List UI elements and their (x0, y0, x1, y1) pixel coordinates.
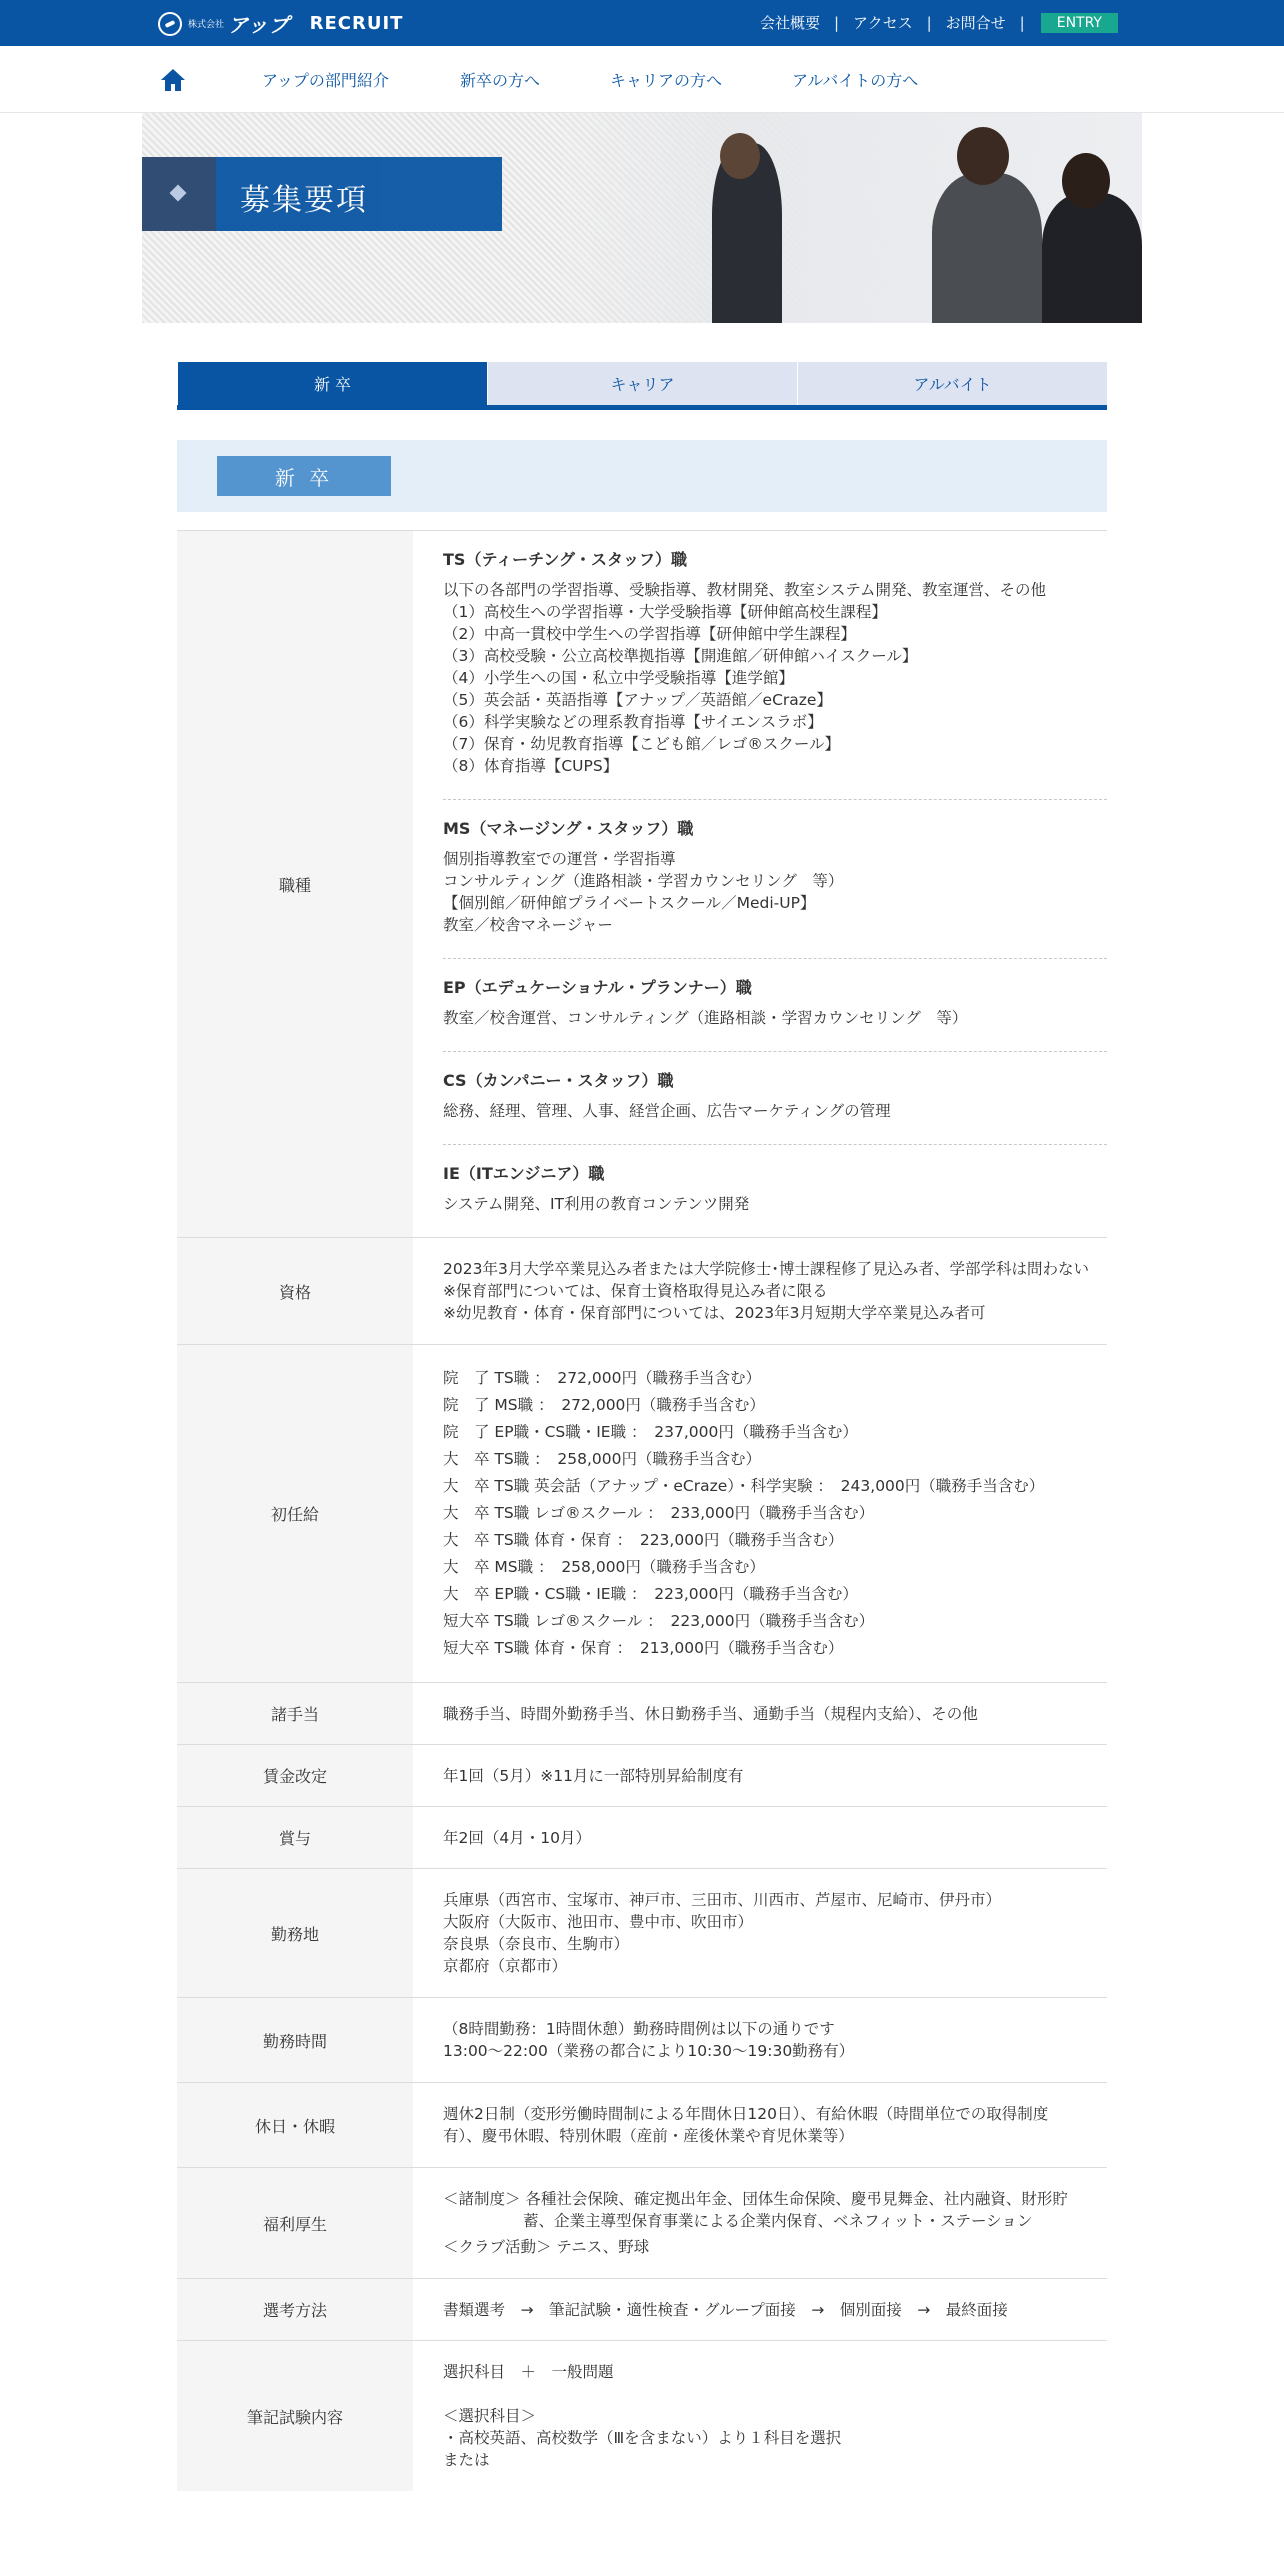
row-hours (177, 1998, 1107, 2083)
row-label: 休日・休暇 (177, 2083, 413, 2168)
value-line: ＜諸制度＞ 各種社会保険、確定拠出年金、団体生命保険、慶弔見舞金、社内融資、財形貯 (443, 2190, 1068, 2208)
job-line: （2）中高一貫校中学生への学習指導【研伸館中学生課程】 (443, 625, 856, 643)
row-value (413, 2341, 1107, 2492)
job-line: システム開発、IT利用の教育コンテンツ開発 (443, 1195, 750, 1213)
value-line: 選択科目 ＋ 一般問題 (443, 2363, 614, 2381)
value-line: ＜クラブ活動＞ テニス、野球 (443, 2238, 650, 2256)
row-label: 勤務地 (177, 1869, 413, 1998)
row-salary (177, 1345, 1107, 1683)
row-value (413, 1807, 1107, 1869)
job-line: 【個別館／研伸館プライベートスクール／Medi-UP】 (443, 894, 816, 912)
main-nav (0, 46, 1284, 113)
job-line: （4）小学生への国・私立中学受験指導【進学館】 (443, 669, 794, 687)
logo-company-prefix: 株式会社 (188, 20, 225, 30)
job-line: （7）保育・幼児教育指導【こども館／レゴ®スクール】 (443, 735, 841, 753)
row-selection (177, 2279, 1107, 2341)
job-line: （8）体育指導【CUPS】 (443, 757, 619, 775)
top-bar (0, 0, 1284, 46)
job-line: コンサルティング（進路相談・学習カウンセリング 等） (443, 872, 844, 890)
category-tabs (177, 362, 1107, 410)
top-links (760, 12, 1118, 33)
row-value (413, 1745, 1107, 1807)
value-line: ※保育部門については、保育士資格取得見込み者に限る (443, 1282, 828, 1300)
job-line: （6）科学実験などの理系教育指導【サイエンスラボ】 (443, 713, 823, 731)
diamond-icon (170, 185, 187, 202)
job-cs (443, 1052, 1107, 1145)
value-line: 蓄、企業主導型保育事業による企業内保育、ベネフィット・ステーション (523, 2212, 1033, 2230)
link-access[interactable]: アクセス (853, 14, 913, 32)
value-line: 大阪府（大阪市、池田市、豊中市、吹田市） (443, 1913, 754, 1931)
value-line: 2023年3月大学卒業見込み者または大学院修士･博士課程修了見込み者、学部学科は問わない (443, 1260, 1090, 1278)
job-line: 教室／校舎マネージャー (443, 916, 613, 934)
row-jobs (177, 531, 1107, 1238)
value-line: 兵庫県（西宮市、宝塚市、神戸市、三田市、川西市、芦屋市、尼崎市、伊丹市） (443, 1891, 1002, 1909)
job-title: CS（カンパニー・スタッフ）職 (443, 1071, 674, 1090)
requirements-table (177, 530, 1107, 2491)
photo-person-head (1062, 153, 1110, 209)
nav-career[interactable]: キャリアの方へ (610, 71, 723, 90)
row-label: 初任給 (177, 1345, 413, 1683)
section-header (177, 440, 1107, 512)
logo-company-name: アップ (228, 13, 290, 37)
row-value (413, 1683, 1107, 1745)
nav-departments[interactable]: アップの部門紹介 (262, 71, 389, 90)
row-label: 諸手当 (177, 1683, 413, 1745)
logo-mark-icon (158, 12, 182, 36)
job-ms (443, 800, 1107, 959)
row-value (413, 2083, 1107, 2168)
job-title: IE（ITエンジニア）職 (443, 1164, 605, 1183)
row-label: 筆記試験内容 (177, 2341, 413, 2492)
photo-person-head (957, 127, 1009, 185)
job-line: （5）英会話・英語指導【アナップ／英語館／eCraze】 (443, 691, 832, 709)
row-exam (177, 2341, 1107, 2492)
job-ie (443, 1145, 1107, 1237)
row-allowances (177, 1683, 1107, 1745)
value-line: 書類選考 → 筆記試験・適性検査・グループ面接 → 個別面接 → 最終面接 (443, 2300, 1008, 2319)
row-value (413, 2279, 1107, 2341)
job-line: （3）高校受験・公立高校準拠指導【開進館／研伸館ハイスクール】 (443, 647, 918, 665)
section-label: 新 卒 (217, 456, 391, 496)
tab-new-graduates[interactable]: 新 卒 (177, 362, 487, 405)
page-title: 募集要項 (240, 183, 368, 218)
nav-new-graduates[interactable]: 新卒の方へ (460, 71, 541, 90)
row-location (177, 1869, 1107, 1998)
job-title: EP（エデュケーショナル・プランナー）職 (443, 978, 752, 997)
company-logo[interactable] (158, 9, 403, 38)
row-value (413, 2168, 1107, 2279)
row-label: 賃金改定 (177, 1745, 413, 1807)
value-line: 大 卒 MS職 ： 258,000円（職務手当含む） (443, 1558, 765, 1576)
value-line: 院 了 TS職 ： 272,000円（職務手当含む） (443, 1369, 762, 1387)
row-bonus (177, 1807, 1107, 1869)
job-title: MS（マネージング・スタッフ）職 (443, 819, 694, 838)
value-line: 短大卒 TS職 レゴ®スクール ： 223,000円（職務手当含む） (443, 1612, 875, 1630)
job-line: 総務、経理、管理、人事、経営企画、広告マーケティングの管理 (443, 1102, 891, 1120)
row-label: 福利厚生 (177, 2168, 413, 2279)
value-line: 有）、慶弔休暇、特別休暇（産前・産後休業や育児休業等） (443, 2127, 854, 2145)
value-line: 13:00〜22:00（業務の都合により10:30〜19:30勤務有） (443, 2042, 855, 2060)
job-title: TS（ティーチング・スタッフ）職 (443, 550, 688, 569)
value-line: 大 卒 TS職 体育・保育 ： 223,000円（職務手当含む） (443, 1531, 844, 1549)
value-line: 奈良県（奈良市、生駒市） (443, 1935, 630, 1953)
link-separator: | (926, 13, 932, 32)
tab-part-time[interactable]: アルバイト (797, 362, 1107, 405)
value-line: 大 卒 TS職 レゴ®スクール ： 233,000円（職務手当含む） (443, 1504, 875, 1522)
row-value (413, 531, 1107, 1238)
value-line: 週休2日制（変形労働時間制による年間休日120日）、有給休暇（時間単位での取得制度 (443, 2105, 1049, 2123)
value-line: 大 卒 TS職 ： 258,000円（職務手当含む） (443, 1450, 762, 1468)
hero-photo (562, 113, 1142, 323)
row-value (413, 1998, 1107, 2083)
home-icon[interactable] (160, 68, 186, 92)
row-raise (177, 1745, 1107, 1807)
value-line: 院 了 MS職 ： 272,000円（職務手当含む） (443, 1396, 765, 1414)
hero-diamond-box (142, 157, 216, 231)
row-label: 勤務時間 (177, 1998, 413, 2083)
link-company[interactable]: 会社概要 (759, 14, 820, 32)
row-welfare (177, 2168, 1107, 2279)
photo-person-head (720, 133, 760, 179)
row-label: 職種 (177, 531, 413, 1238)
value-line: 年1回（5月）※11月に一部特別昇給制度有 (443, 1766, 744, 1785)
job-line: 教室／校舎運営、コンサルティング（進路相談・学習カウンセリング 等） (443, 1009, 968, 1027)
row-label: 資格 (177, 1238, 413, 1345)
row-value (413, 1238, 1107, 1345)
value-line: ＜選択科目＞ (443, 2407, 537, 2425)
entry-button[interactable]: ENTRY (1041, 13, 1118, 33)
row-label: 賞与 (177, 1807, 413, 1869)
job-line: 個別指導教室での運営・学習指導 (443, 850, 676, 868)
photo-person (932, 173, 1042, 323)
logo-recruit: RECRUIT (309, 13, 404, 34)
value-line: 年2回（4月・10月） (443, 1828, 591, 1847)
value-line: ・高校英語、高校数学（Ⅲを含まない）より１科目を選択 (443, 2429, 842, 2447)
value-line: 短大卒 TS職 体育・保育 ： 213,000円（職務手当含む） (443, 1639, 844, 1657)
value-line: 大 卒 TS職 英会話（アナップ・eCraze）・科学実験 ： 243,000円（職務手当含む） (443, 1477, 1045, 1495)
value-line: または (443, 2451, 490, 2469)
photo-person (1042, 193, 1142, 323)
link-separator: | (1019, 13, 1025, 32)
row-holidays (177, 2083, 1107, 2168)
value-line: （8時間勤務：1時間休憩）勤務時間例は以下の通りです (443, 2020, 835, 2038)
job-ts (443, 531, 1107, 800)
row-label: 選考方法 (177, 2279, 413, 2341)
row-qualification (177, 1238, 1107, 1345)
link-contact[interactable]: お問合せ (945, 14, 1006, 32)
value-line: 京都府（京都市） (443, 1957, 568, 1975)
row-value (413, 1345, 1107, 1683)
value-line: ※幼児教育・体育・保育部門については、2023年3月短期大学卒業見込み者可 (443, 1304, 986, 1322)
spacer (443, 2383, 1107, 2405)
tab-career[interactable]: キャリア (487, 362, 797, 405)
value-line: 職務手当、時間外勤務手当、休日勤務手当、通勤手当（規程内支給）、その他 (443, 1704, 978, 1723)
job-line: 以下の各部門の学習指導、受験指導、教材開発、教室システム開発、教室運営、その他 (443, 581, 1046, 599)
row-value (413, 1869, 1107, 1998)
hero-banner (142, 113, 1142, 323)
value-line: 大 卒 EP職・CS職・IE職 ： 223,000円（職務手当含む） (443, 1585, 858, 1603)
job-line: （1）高校生への学習指導・大学受験指導【研伸館高校生課程】 (443, 603, 887, 621)
value-line: 院 了 EP職・CS職・IE職 ： 237,000円（職務手当含む） (443, 1423, 858, 1441)
job-ep (443, 959, 1107, 1052)
nav-part-time[interactable]: アルバイトの方へ (792, 71, 919, 90)
hero-title-box (142, 157, 502, 231)
link-separator: | (833, 13, 840, 32)
